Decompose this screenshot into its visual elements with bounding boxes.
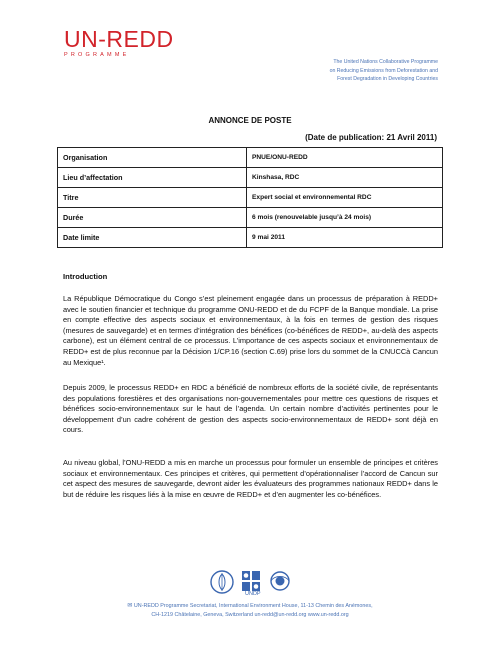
row-value: 6 mois (renouvelable jusqu’à 24 mois) xyxy=(247,208,443,228)
row-value: PNUE/ONU-REDD xyxy=(247,148,443,168)
table-row xyxy=(58,188,443,208)
row-label: Date limite xyxy=(58,228,247,248)
partner-logos xyxy=(208,569,308,597)
tagline-line: on Reducing Emissions from Deforestation and xyxy=(329,67,438,74)
table-row xyxy=(58,168,443,188)
row-value: Kinshasa, RDC xyxy=(247,168,443,188)
tagline-line: The United Nations Collaborative Programme xyxy=(333,59,438,65)
row-label: Durée xyxy=(58,208,247,228)
section-heading: Introduction xyxy=(63,272,108,281)
footer-line: UN-REDD Programme Secretariat, International Environment House, 11-13 Chemin des Anémones, xyxy=(133,603,373,609)
paragraph: Depuis 2009, le processus REDD+ en RDC a bénéficié de nombreux efforts de la société civile, de représentants des populations forestières et des organisations non-gouvernementales pour mettre ces questions de risques et bénéfices socio-environnementaux sur le haut de l’agenda. Un certain nombre d’activités pertinentes pour le développement d’un cadre cohérent de gestion des aspects socio-environnementaux de REDD+ sont déjà en cours. xyxy=(63,383,438,435)
document-title: ANNONCE DE POSTE xyxy=(208,116,292,125)
unep-logo-icon xyxy=(271,572,289,590)
programme-tagline xyxy=(238,58,438,84)
fao-logo-icon xyxy=(211,571,233,593)
publication-date: (Date de publication: 21 Avril 2011) xyxy=(305,133,437,142)
job-info-table xyxy=(57,147,443,248)
row-label: Organisation xyxy=(58,148,247,168)
logo-wordmark: UN-REDD xyxy=(64,26,174,52)
paragraph: La République Démocratique du Congo s’est pleinement engagée dans un processus de préparation à REDD+ avec le soutien financier et technique du programme ONU-REDD et de du FCPF de la Banque mondiale. La prise en compte effective des aspects sociaux et environnementaux, à la fois en termes de gestion des risques (mesures de sauvegarde) et en termes d’intégration des bénéfices (co-bénéfices de REDD+, au-delà des aspects carbone), est un élément central de ce processus. L’importance de ces aspects sociaux et environnementaux de REDD+ est de plus reconnue par la Décision 1/CP.16 (section C.69) prise lors du sommet de la CNUCCà Cancun au Mexique¹. xyxy=(63,294,438,367)
unredd-logo xyxy=(64,28,174,58)
paragraph: Au niveau global, l’ONU-REDD a mis en marche un processus pour formuler un ensemble de principes et critères sociaux et environnementaux. Ces principes et critères, qui permettent d’opérationnaliser l’accord de Cancun sur cet aspect des mesures de sauvegarde, devront aider les évaluateurs des programmes nationaux REDD+ dans le but de réduire les risques liés à la mise en œuvre de REDD+ et d’en augmenter les co-bénéfices. xyxy=(63,458,438,499)
footer-address xyxy=(0,602,500,621)
table-row xyxy=(58,208,443,228)
row-label: Titre xyxy=(58,188,247,208)
row-value: 9 mai 2011 xyxy=(247,228,443,248)
table-row xyxy=(58,228,443,248)
logo-subtitle: PROGRAMME xyxy=(64,52,130,58)
footer-line: CH-1219 Châtelaine, Geneva, Switzerland un-redd@un-redd.org www.un-redd.org xyxy=(151,612,349,619)
undp-label: UNDP xyxy=(245,591,261,597)
tagline-line: Forest Degradation in Developing Countries xyxy=(337,76,438,83)
undp-logo-icon xyxy=(242,571,260,591)
row-value: Expert social et environnemental RDC xyxy=(247,188,443,208)
row-label: Lieu d’affectation xyxy=(58,168,247,188)
table-row xyxy=(58,148,443,168)
envelope-icon: ✉ xyxy=(127,603,133,609)
